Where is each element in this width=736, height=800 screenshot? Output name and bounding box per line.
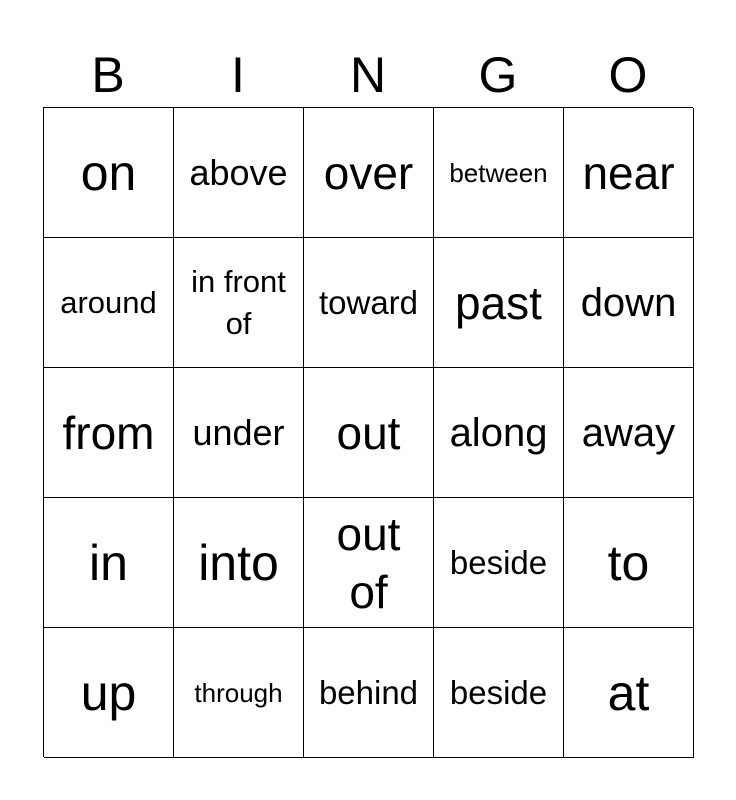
- cell-word: under: [192, 411, 285, 453]
- bingo-cell[interactable]: [174, 108, 304, 238]
- bingo-cell[interactable]: [304, 238, 434, 368]
- bingo-header: [43, 44, 693, 106]
- bingo-cell[interactable]: [434, 498, 564, 628]
- bingo-cell[interactable]: [434, 628, 564, 758]
- cell-word: from: [62, 406, 155, 459]
- header-letter-i: I: [231, 47, 245, 103]
- bingo-cell[interactable]: [44, 368, 174, 498]
- cell-word: around: [60, 284, 157, 320]
- cell-word: toward: [318, 283, 419, 321]
- cell-word: between: [449, 157, 548, 188]
- cell-word: down: [580, 280, 677, 325]
- cell-word: on: [80, 144, 137, 201]
- cell-word: past: [455, 276, 542, 329]
- cell-word: through: [194, 677, 283, 708]
- bingo-cell[interactable]: [44, 108, 174, 238]
- bingo-cell[interactable]: [564, 238, 694, 368]
- cell-word: in front of: [191, 263, 286, 341]
- cell-word: beside: [449, 673, 548, 711]
- cell-word: at: [607, 664, 650, 721]
- header-letter-o: O: [608, 47, 648, 103]
- bingo-cell[interactable]: [44, 628, 174, 758]
- cell-word: out: [336, 406, 401, 459]
- cell-word: near: [582, 146, 675, 199]
- bingo-cell[interactable]: [174, 498, 304, 628]
- bingo-board: [43, 107, 693, 757]
- bingo-cell[interactable]: [434, 108, 564, 238]
- bingo-cell[interactable]: [174, 368, 304, 498]
- header-letter-n: N: [349, 47, 387, 103]
- cell-word: behind: [318, 673, 419, 711]
- bingo-cell[interactable]: [434, 238, 564, 368]
- cell-word: beside: [449, 543, 548, 581]
- bingo-cell[interactable]: [564, 108, 694, 238]
- bingo-cell[interactable]: [44, 498, 174, 628]
- bingo-cell[interactable]: [564, 628, 694, 758]
- bingo-cell[interactable]: [304, 368, 434, 498]
- cell-word: away: [581, 410, 676, 455]
- bingo-cell[interactable]: [174, 628, 304, 758]
- bingo-cell[interactable]: [174, 238, 304, 368]
- bingo-cell[interactable]: [304, 628, 434, 758]
- header-letter-g: G: [478, 47, 518, 103]
- cell-word: to: [607, 534, 650, 591]
- header-letter-b: B: [91, 47, 125, 103]
- bingo-cell[interactable]: [564, 368, 694, 498]
- bingo-cell[interactable]: [304, 108, 434, 238]
- cell-word: into: [198, 534, 279, 591]
- cell-word: along: [449, 410, 548, 455]
- cell-word: over: [323, 146, 414, 199]
- bingo-cell[interactable]: [434, 368, 564, 498]
- bingo-cell[interactable]: [44, 238, 174, 368]
- cell-word: out of: [336, 507, 401, 618]
- bingo-cell[interactable]: [564, 498, 694, 628]
- cell-word: up: [80, 664, 137, 721]
- bingo-cell[interactable]: [304, 498, 434, 628]
- cell-word: above: [189, 151, 288, 193]
- cell-word: in: [89, 534, 128, 591]
